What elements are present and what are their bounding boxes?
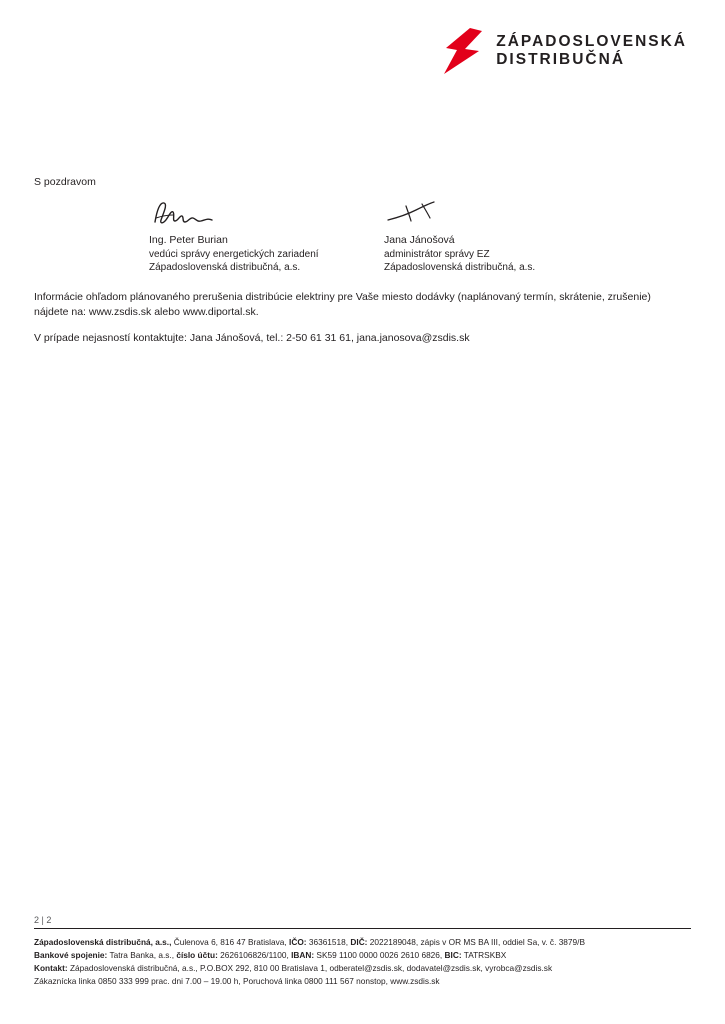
footer-dic-label: DIČ: (350, 937, 368, 947)
footer-company-address: Čulenova 6, 816 47 Bratislava, (171, 937, 290, 947)
footer-line-company (34, 936, 699, 949)
footer-bic-label: BIC: (444, 949, 462, 960)
footer-account-label: číslo účtu: (176, 949, 218, 960)
handwritten-signature-icon (149, 196, 259, 232)
footer-line-contact (34, 962, 699, 975)
logo-line-2: DISTRIBUČNÁ (496, 51, 626, 68)
footer-iban-value: SK59 1100 0000 0026 2610 6826, (314, 949, 445, 960)
lightning-bolt-icon (444, 28, 484, 74)
signatory-1-name: Ing. Peter Burian (149, 234, 228, 246)
signatory-2-company: Západoslovenská distribučná, a.s. (384, 262, 536, 274)
footer-iban-label: IBAN: (291, 949, 315, 960)
footer-ico-label: IČO: (289, 937, 307, 947)
logo-line-1: ZÁPADOSLOVENSKÁ (496, 32, 687, 50)
signatory-2-role: administrátor správy EZ (384, 248, 490, 260)
signatory-1 (149, 196, 319, 274)
footer-company-name: Západoslovenská distribučná, a.s., (34, 937, 172, 947)
footer-line-bank (34, 949, 699, 962)
footer-contact-label: Kontakt: (34, 962, 68, 973)
info-paragraph: Informácie ohľadom plánovaného prerušenia distribúcie elektriny pre Vaše miesto dodávky (naplánovaný termín, skrátenie, zrušenie) nájdete na: www.zsdis.sk alebo www.diportal.sk. (34, 291, 651, 319)
document-footer (34, 936, 699, 987)
footer-bic-value: TATRSKBX (461, 949, 507, 960)
signatory-1-role: vedúci správy energetických zariadení (149, 248, 319, 260)
footer-line-hotline: Zákaznícka linka 0850 333 999 prac. dni 7.00 – 19.00 h, Poruchová linka 0800 111 567 nonstop, www.zsdis.sk (34, 975, 440, 986)
footer-bank-name: Tatra Banka, a.s., (107, 949, 177, 960)
signatory-2-name: Jana Jánošová (384, 234, 455, 246)
company-logo (444, 28, 687, 74)
contact-paragraph: V prípade nejasností kontaktujte: Jana Jánošová, tel.: 2-50 61 31 61, jana.janosova@zsdis.sk (34, 332, 470, 344)
logo-wordmark (496, 33, 687, 70)
signatory-2 (384, 196, 535, 274)
handwritten-signature-icon (384, 196, 494, 232)
page-number: 2 | 2 (34, 915, 52, 925)
footer-dic-value: 2022189048, zápis v OR MS BA III, oddiel Sa, v. č. 3879/B (367, 937, 585, 947)
footer-ico-value: 36361518, (306, 937, 351, 947)
footer-bank-label: Bankové spojenie: (34, 949, 108, 960)
footer-contact-value: Západoslovenská distribučná, a.s., P.O.BOX 292, 810 00 Bratislava 1, odberatel@zsdis.sk, dodavatel@zsdis.sk, vyrobca@zsdis.sk (67, 962, 553, 973)
footer-account-value: 2626106826/1100, (217, 949, 292, 960)
signatory-1-company: Západoslovenská distribučná, a.s. (149, 262, 301, 274)
closing-greeting: S pozdravom (34, 176, 96, 188)
footer-divider (34, 928, 691, 929)
